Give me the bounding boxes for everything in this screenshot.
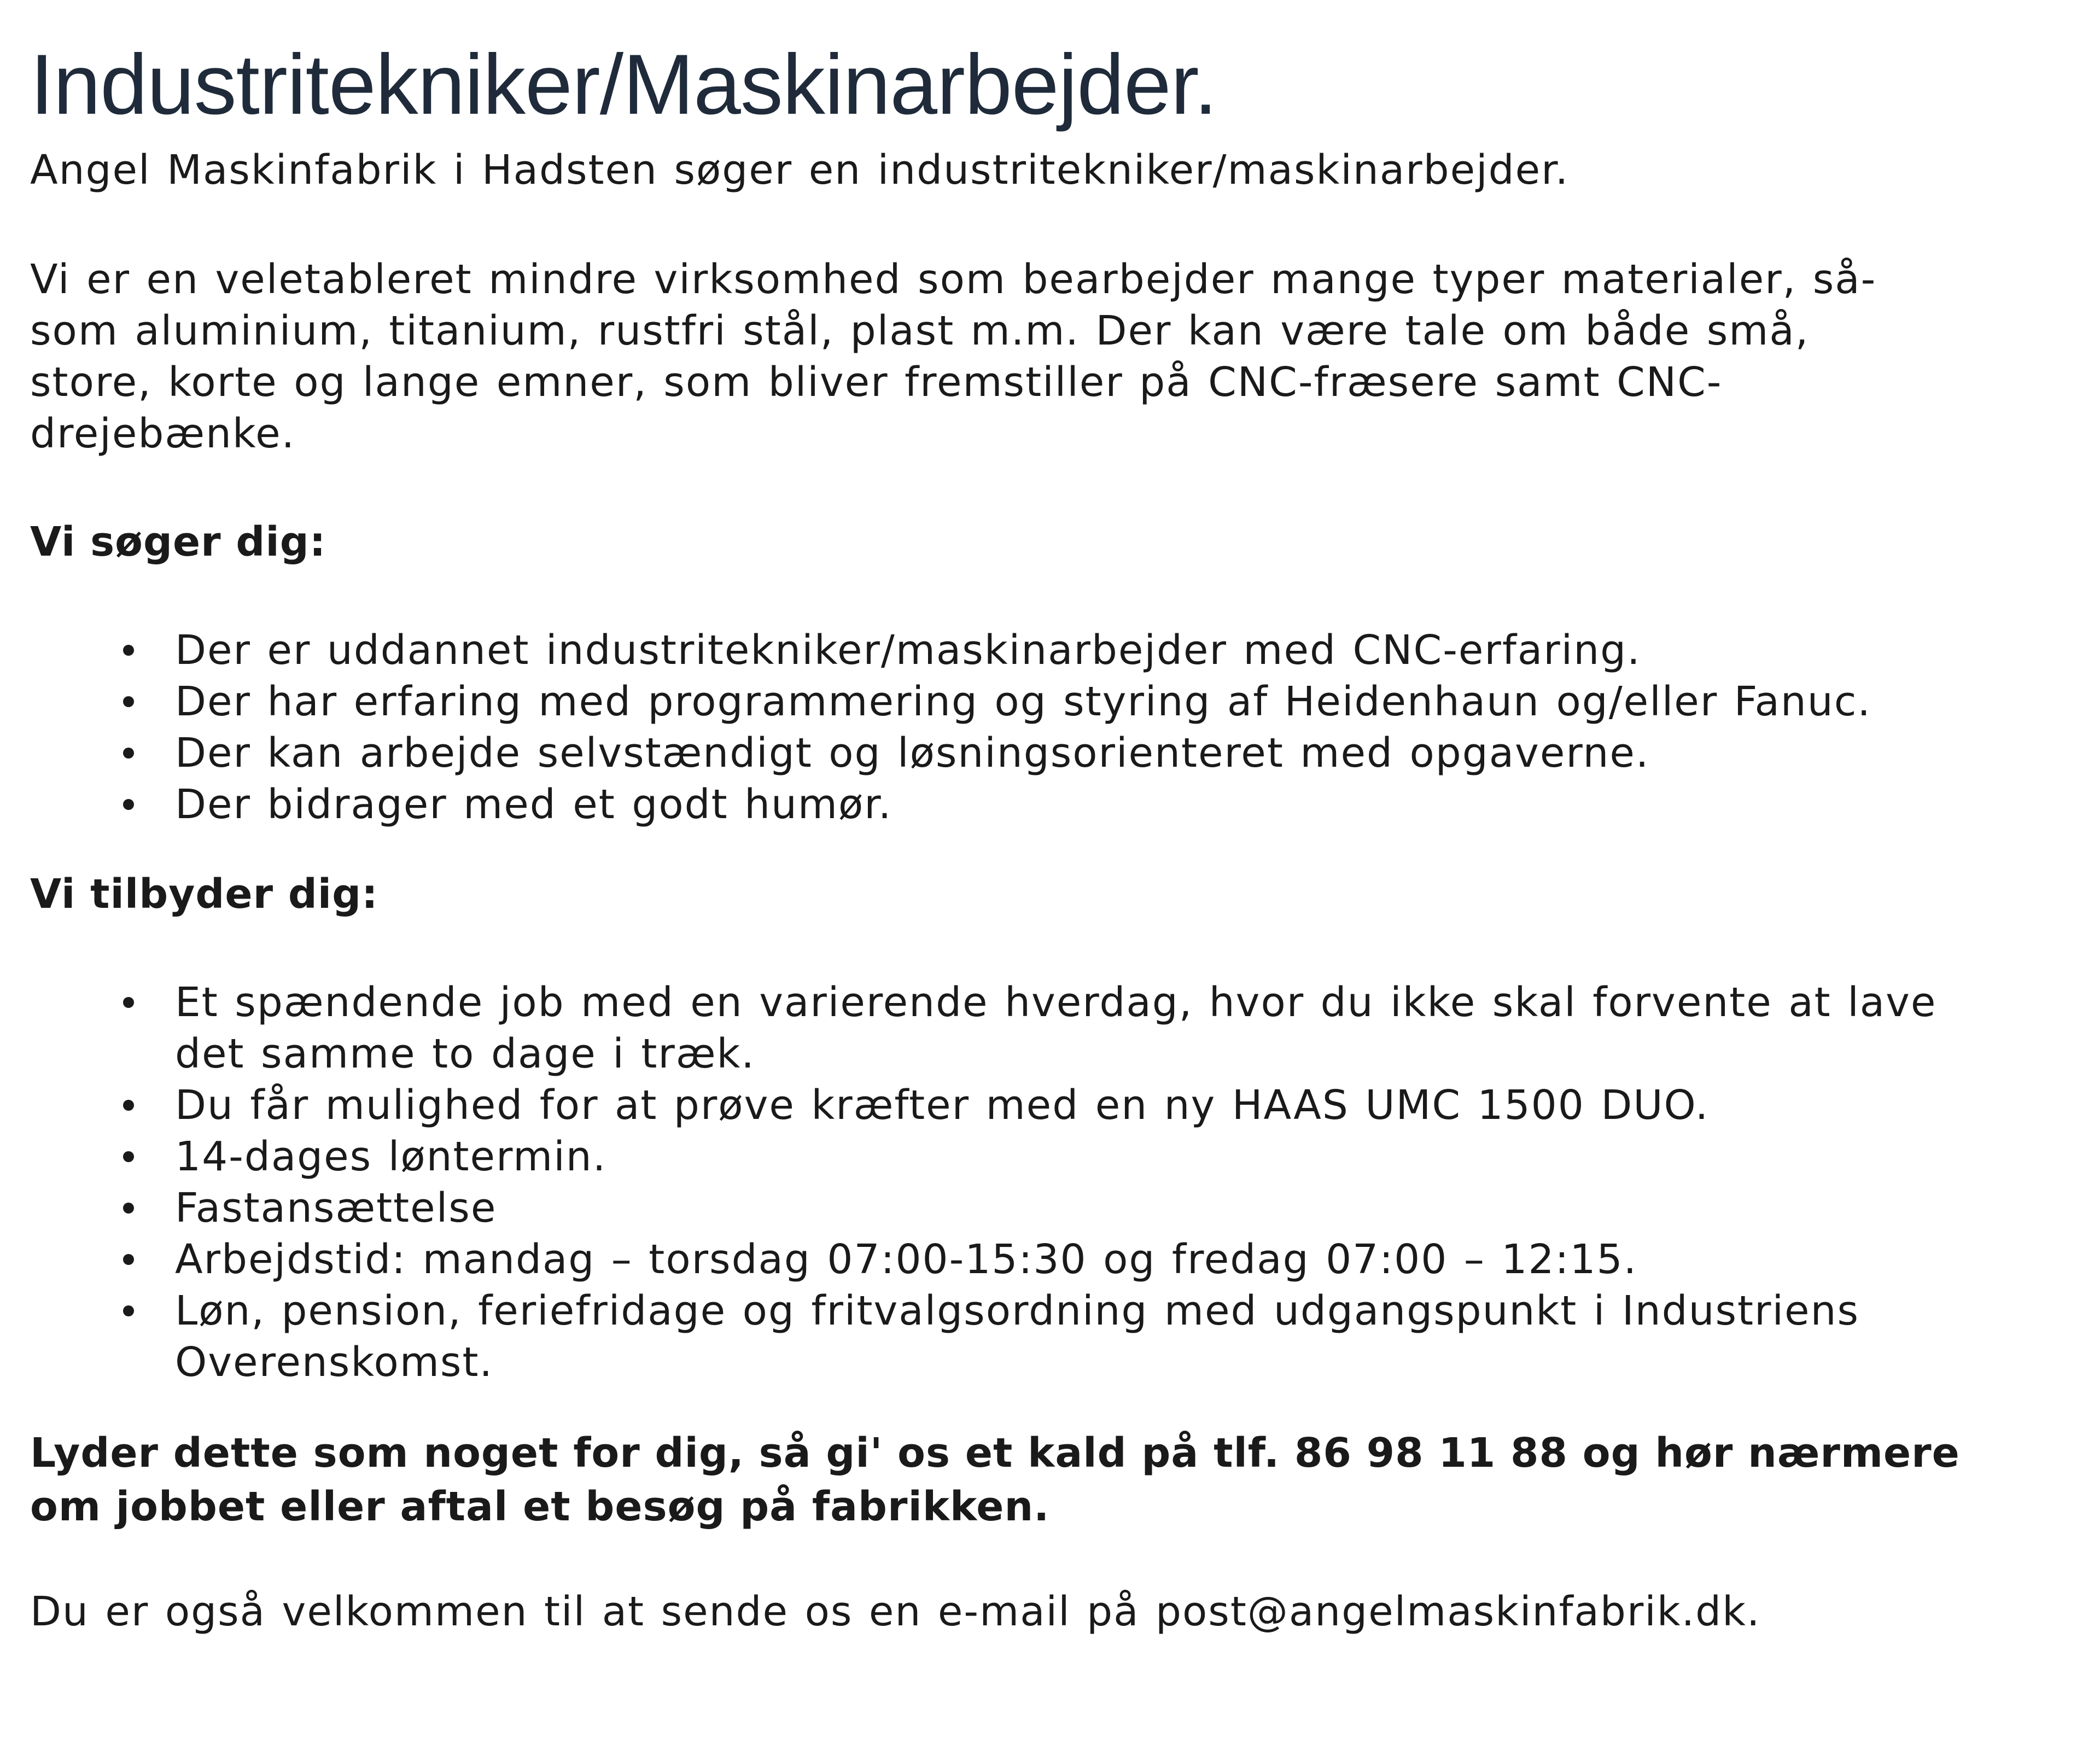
list-item-text: det samme to dage i træk. <box>175 1030 755 1077</box>
description-line: som aluminium, titanium, rustfri stål, plast m.m. Der kan være tale om både små, <box>30 307 1810 354</box>
list-item-text: Fastansættelse <box>175 1185 497 1232</box>
cta-line: om jobbet eller aftal et besøg på fabrikken. <box>30 1483 1050 1530</box>
list-item <box>30 625 2086 676</box>
job-posting <box>30 33 2086 1637</box>
list-item-text: Overenskomst. <box>175 1339 494 1386</box>
bullet-icon <box>123 645 134 656</box>
list-item <box>30 1182 2086 1234</box>
description-line: Vi er en veletableret mindre virksomhed som bearbejder mange typer materialer, så- <box>30 256 1877 303</box>
description-line: drejebænke. <box>30 410 296 457</box>
description-line: store, korte og lange emner, som bliver fremstiller på CNC-fræsere samt CNC- <box>30 359 1723 406</box>
list-item <box>30 977 2086 1080</box>
list-item-text: Et spændende job med en varierende hverdag, hvor du ikke skal forvente at lave <box>175 979 1937 1026</box>
list-item-text: Der er uddannet industritekniker/maskinarbejder med CNC-erfaring. <box>175 627 1641 674</box>
list-item <box>30 1234 2086 1285</box>
list-item-text: 14-dages løntermin. <box>175 1133 607 1180</box>
list-item-text: Arbejdstid: mandag – torsdag 07:00-15:30 og fredag 07:00 – 12:15. <box>175 1236 1638 1283</box>
bullet-icon <box>123 748 134 759</box>
list-item-text: Du får mulighed for at prøve kræfter med en ny HAAS UMC 1500 DUO. <box>175 1082 1710 1129</box>
bullet-icon <box>123 1100 134 1111</box>
list-item <box>30 779 2086 830</box>
list-item <box>30 1131 2086 1182</box>
bullet-icon <box>123 1254 134 1265</box>
list-item <box>30 1080 2086 1131</box>
bullet-icon <box>123 799 134 810</box>
email-text: Du er også velkommen til at sende os en e-mail på post@angelmaskinfabrik.dk. <box>30 1588 1761 1635</box>
bullet-icon <box>123 696 134 707</box>
seek-list <box>30 625 2086 830</box>
bullet-icon <box>123 1151 134 1162</box>
page-title: Industritekniker/Maskinarbejder. <box>30 37 1217 132</box>
call-to-action <box>30 1426 2086 1533</box>
list-item <box>30 727 2086 779</box>
list-item-text: Der bidrager med et godt humør. <box>175 781 892 828</box>
bullet-icon <box>123 1305 134 1316</box>
seek-heading: Vi søger dig: <box>30 518 326 565</box>
bullet-icon <box>123 1203 134 1214</box>
offer-heading: Vi tilbyder dig: <box>30 871 378 918</box>
cta-line: Lyder dette som noget for dig, så gi' os et kald på tlf. 86 98 11 88 og hør nærmere <box>30 1430 1960 1477</box>
list-item-text: Løn, pension, feriefridage og fritvalgsordning med udgangspunkt i Industriens <box>175 1287 1860 1334</box>
list-item <box>30 676 2086 727</box>
list-item <box>30 1285 2086 1388</box>
intro-text: Angel Maskinfabrik i Hadsten søger en industritekniker/maskinarbejder. <box>30 147 1570 194</box>
list-item-text: Der har erfaring med programmering og styring af Heidenhaun og/eller Fanuc. <box>175 678 1871 725</box>
offer-list <box>30 977 2086 1388</box>
description <box>30 254 2086 459</box>
list-item-text: Der kan arbejde selvstændigt og løsningsorienteret med opgaverne. <box>175 730 1650 777</box>
bullet-icon <box>123 997 134 1008</box>
